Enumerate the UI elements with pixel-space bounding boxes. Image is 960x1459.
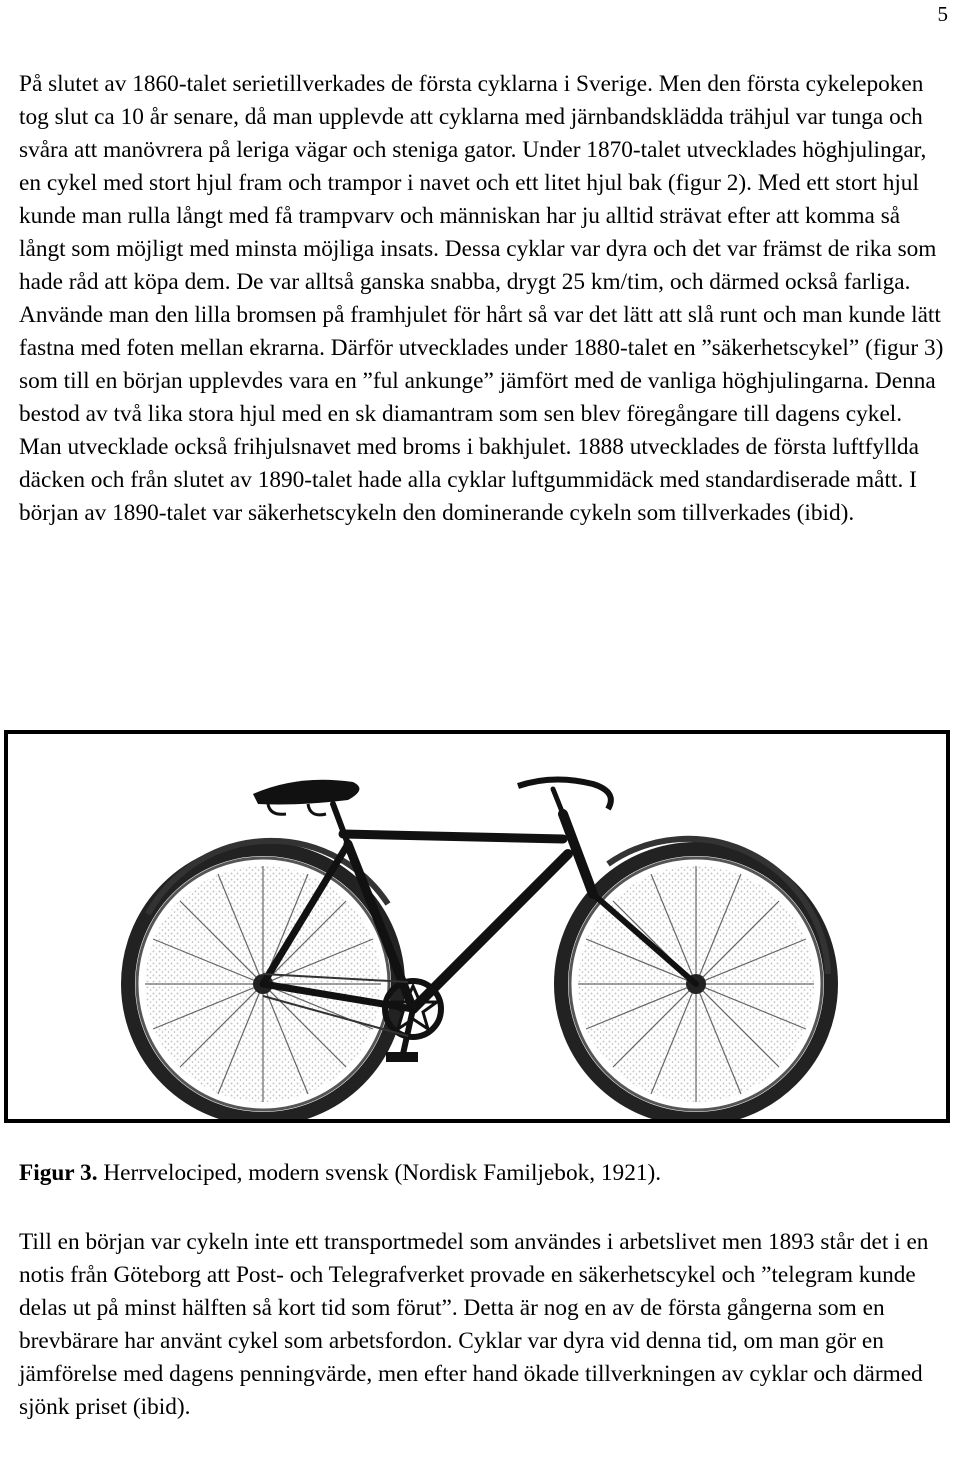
figure-frame (4, 730, 950, 1123)
figure-caption-label: Figur 3. (19, 1160, 98, 1186)
saddle (253, 780, 359, 815)
bicycle-illustration-icon (8, 734, 946, 1119)
body-paragraph-1: På slutet av 1860-talet serietillverkades de första cyklarna i Sverige. Men den första cykelepoken tog slut ca 10 år senare, då man upplevde att cyklarna med järnbandsklädda trähjul var tunga och svåra att manövrera på leriga vägar och steniga gator. Under 1870-talet utvecklades höghjulingar, en cykel med stort hjul fram och trampor i navet och ett litet hjul bak (figur 2). Med ett stort hjul kunde man rulla långt med få trampvarv och människan har ju alltid strävat efter att komma så långt som möjligt med minsta möjliga insats. Dessa cyklar var dyra och det var främst de rika som hade råd att köpa dem. De var alltså ganska snabba, drygt 25 km/tim, och därmed också farliga. Använde man den lilla bromsen på framhjulet för hårt så var det lätt att slå runt och man kunde lätt fastna med foten mellan ekrarna. Därför utvecklades under 1880-talet en ”säkerhetscykel” (figur 3) som till en början upplevdes vara en ”ful ankunge” jämfört med de vanliga höghjulingarna. Denna bestod av två lika stora hjul med en sk diamantram som sen blev föregångare till dagens cykel. Man utvecklade också frihjulsnavet med broms i bakhjulet. 1888 utvecklades de första luftfyllda däcken och från slutet av 1890-talet hade alla cyklar luftgummidäck med standardiserade mått. I början av 1890-talet var säkerhetscykeln den dominerande cykeln som tillverkades (ibid). (19, 71, 944, 526)
figure-caption-text: Herrvelociped, modern svensk (Nordisk Familjebok, 1921). (97, 1160, 662, 1186)
body-paragraph-2: Till en början var cykeln inte ett transportmedel som användes i arbetslivet men 1893 står det i en notis från Göteborg att Post- och Telegrafverket provade en säkerhetscykel och ”telegram kunde delas ut på minst hälften så kort tid som förut”. Detta är nog en av de första gångerna som en brevbärare har använt cykel som arbetsfordon. Cyklar var dyra vid denna tid, om man gör en jämförelse med dagens penningvärde, men efter hand ökade tillverkningen av cyklar och därmed sjönk priset (ibid). (19, 1229, 929, 1420)
figure-caption (19, 1157, 949, 1190)
page-number: 5 (937, 2, 948, 26)
